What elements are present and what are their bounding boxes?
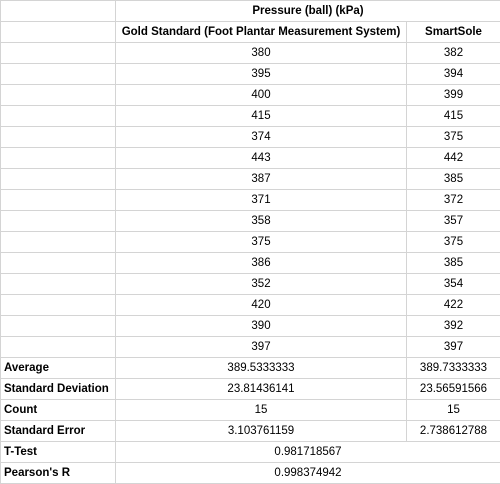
column-header-gold[interactable]: Gold Standard (Foot Plantar Measurement System) [116,22,407,43]
gold-value-cell[interactable]: 395 [116,64,407,85]
cell[interactable] [1,106,116,127]
cell[interactable] [1,190,116,211]
table-row [1,232,500,253]
gold-value-cell[interactable]: 358 [116,211,407,232]
test-label-cell[interactable]: T-Test [1,442,116,463]
gold-value-cell[interactable]: 420 [116,295,407,316]
stat-gold-cell[interactable]: 389.5333333 [116,358,407,379]
table-row [1,316,500,337]
gold-value-cell[interactable]: 374 [116,127,407,148]
smartsole-value-cell[interactable]: 397 [407,337,500,358]
stats-row [1,358,500,379]
smartsole-value-cell[interactable]: 375 [407,232,500,253]
stat-smartsole-cell[interactable]: 23.56591566 [407,379,500,400]
gold-value-cell[interactable]: 390 [116,316,407,337]
table-row [1,295,500,316]
test-value-cell[interactable]: 0.981718567 [116,442,500,463]
gold-value-cell[interactable]: 352 [116,274,407,295]
gold-value-cell[interactable]: 371 [116,190,407,211]
gold-value-cell[interactable]: 415 [116,106,407,127]
cell[interactable] [1,1,116,22]
title-cell[interactable]: Pressure (ball) (kPa) [116,1,500,22]
cell[interactable] [1,253,116,274]
cell[interactable] [1,211,116,232]
smartsole-value-cell[interactable]: 415 [407,106,500,127]
stats-row [1,421,500,442]
smartsole-value-cell[interactable]: 394 [407,64,500,85]
cell[interactable] [1,337,116,358]
cell[interactable] [1,232,116,253]
cell[interactable] [1,22,116,43]
table-row [1,127,500,148]
stat-smartsole-cell[interactable]: 2.738612788 [407,421,500,442]
gold-value-cell[interactable]: 380 [116,43,407,64]
smartsole-value-cell[interactable]: 354 [407,274,500,295]
smartsole-value-cell[interactable]: 385 [407,253,500,274]
test-row [1,442,500,463]
cell[interactable] [1,85,116,106]
stat-label-cell[interactable]: Standard Error [1,421,116,442]
stats-row [1,400,500,421]
smartsole-value-cell[interactable]: 385 [407,169,500,190]
table-row [1,211,500,232]
table-row [1,337,500,358]
stat-gold-cell[interactable]: 23.81436141 [116,379,407,400]
column-header-smartsole[interactable]: SmartSole [407,22,500,43]
cell[interactable] [1,43,116,64]
table-row [1,169,500,190]
smartsole-value-cell[interactable]: 375 [407,127,500,148]
stat-gold-cell[interactable]: 15 [116,400,407,421]
gold-value-cell[interactable]: 387 [116,169,407,190]
stat-label-cell[interactable]: Standard Deviation [1,379,116,400]
test-value-cell[interactable]: 0.998374942 [116,463,500,484]
cell[interactable] [1,295,116,316]
stat-label-cell[interactable]: Count [1,400,116,421]
cell[interactable] [1,274,116,295]
gold-value-cell[interactable]: 386 [116,253,407,274]
table-row [1,106,500,127]
gold-value-cell[interactable]: 400 [116,85,407,106]
gold-value-cell[interactable]: 397 [116,337,407,358]
smartsole-value-cell[interactable]: 442 [407,148,500,169]
stat-gold-cell[interactable]: 3.103761159 [116,421,407,442]
cell[interactable] [1,64,116,85]
table-row [1,43,500,64]
table-row [1,253,500,274]
table-row [1,64,500,85]
table-row [1,85,500,106]
smartsole-value-cell[interactable]: 357 [407,211,500,232]
gold-value-cell[interactable]: 443 [116,148,407,169]
table-row [1,274,500,295]
stat-label-cell[interactable]: Average [1,358,116,379]
header-row-columns [1,22,500,43]
table-row [1,148,500,169]
stats-row [1,379,500,400]
smartsole-value-cell[interactable]: 422 [407,295,500,316]
header-row-title [1,1,500,22]
smartsole-value-cell[interactable]: 399 [407,85,500,106]
cell[interactable] [1,316,116,337]
gold-value-cell[interactable]: 375 [116,232,407,253]
cell[interactable] [1,169,116,190]
smartsole-value-cell[interactable]: 392 [407,316,500,337]
stat-smartsole-cell[interactable]: 389.7333333 [407,358,500,379]
table-row [1,190,500,211]
smartsole-value-cell[interactable]: 372 [407,190,500,211]
test-row [1,463,500,484]
cell[interactable] [1,127,116,148]
smartsole-value-cell[interactable]: 382 [407,43,500,64]
test-label-cell[interactable]: Pearson's R [1,463,116,484]
stat-smartsole-cell[interactable]: 15 [407,400,500,421]
cell[interactable] [1,148,116,169]
